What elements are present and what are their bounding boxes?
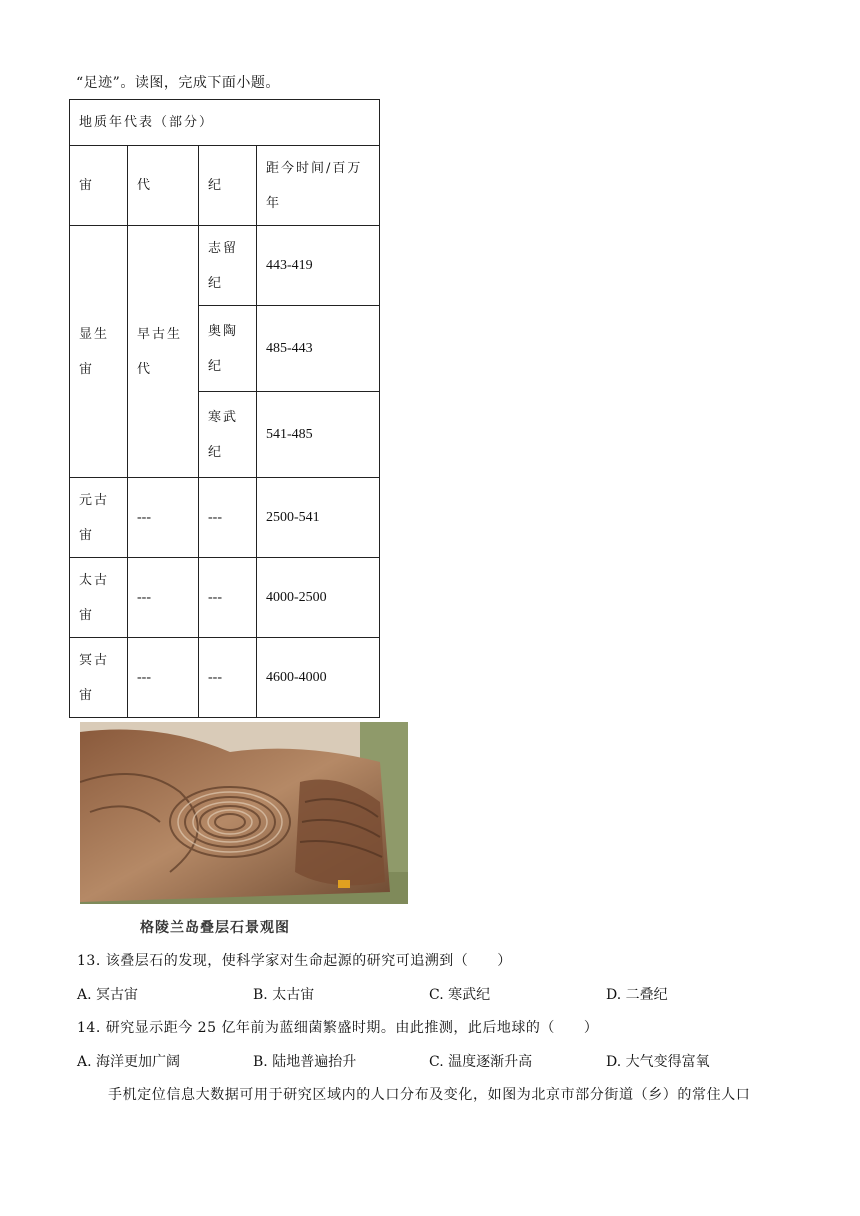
header-time: 距今时间/百万年	[257, 146, 380, 226]
option-b[interactable]: B. 陆地普遍抬升	[253, 1054, 357, 1070]
time-cell: 4000-2500	[257, 558, 380, 638]
option-c[interactable]: C. 温度逐渐升高	[429, 1054, 533, 1070]
time-cell: 541-485	[257, 392, 380, 478]
option-b[interactable]: B. 太古宙	[253, 987, 315, 1003]
table-title: 地质年代表（部分）	[70, 100, 380, 146]
option-d[interactable]: D. 大气变得富氧	[606, 1054, 710, 1070]
era-cell: ---	[128, 478, 199, 558]
question-14-stem: 14. 研究显示距今 25 亿年前为蓝细菌繁盛时期。由此推测，此后地球的（ ）	[77, 1020, 599, 1036]
header-period: 纪	[199, 146, 257, 226]
header-eon: 宙	[70, 146, 128, 226]
period-cell: 志留纪	[199, 226, 257, 306]
era-cell: ---	[128, 558, 199, 638]
next-passage: 手机定位信息大数据可用于研究区域内的人口分布及变化，如图为北京市部分街道（乡）的常住人口	[108, 1087, 751, 1103]
period-cell: 奥陶纪	[199, 306, 257, 392]
option-c[interactable]: C. 寒武纪	[429, 987, 491, 1003]
geologic-time-table	[69, 99, 380, 718]
era-early-paleozoic: 早古生代	[128, 226, 199, 478]
question-13-stem: 13. 该叠层石的发现，使科学家对生命起源的研究可追溯到（ ）	[77, 953, 512, 969]
time-cell: 4600-4000	[257, 638, 380, 718]
option-a[interactable]: A. 海洋更加广阔	[77, 1054, 181, 1070]
stromatolite-photo	[80, 722, 408, 904]
eon-phanerozoic: 显生宙	[70, 226, 128, 478]
photo-caption: 格陵兰岛叠层石景观图	[140, 920, 290, 936]
intro-line: “足迹”。读图，完成下面小题。	[76, 75, 280, 91]
period-cell: ---	[199, 478, 257, 558]
period-cell: ---	[199, 558, 257, 638]
eon-cell: 元古宙	[70, 478, 128, 558]
option-d[interactable]: D. 二叠纪	[606, 987, 668, 1003]
header-era: 代	[128, 146, 199, 226]
period-cell: 寒武纪	[199, 392, 257, 478]
eon-cell: 冥古宙	[70, 638, 128, 718]
eon-cell: 太古宙	[70, 558, 128, 638]
time-cell: 2500-541	[257, 478, 380, 558]
time-cell: 485-443	[257, 306, 380, 392]
time-cell: 443-419	[257, 226, 380, 306]
era-cell: ---	[128, 638, 199, 718]
option-a[interactable]: A. 冥古宙	[77, 987, 139, 1003]
period-cell: ---	[199, 638, 257, 718]
